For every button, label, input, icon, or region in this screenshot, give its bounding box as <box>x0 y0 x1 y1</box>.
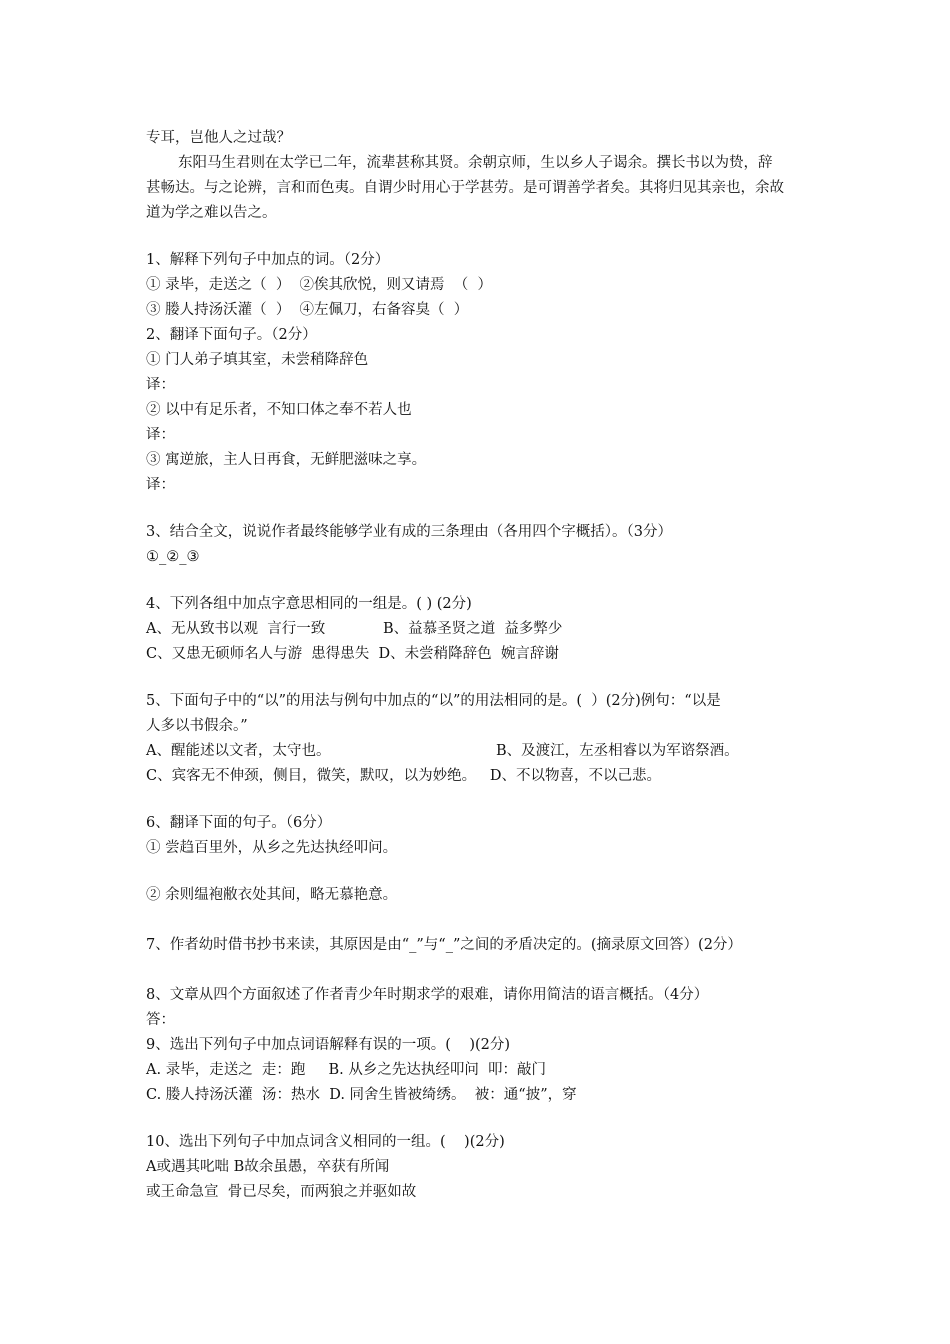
question-6-sentence-1: ① 尝趋百里外，从乡之先达执经叩问。 <box>146 840 398 856</box>
question-5-option-b: B、及渡江，左丞相睿以为军谘祭酒。 <box>496 743 739 759</box>
question-2-sentence-1: ① 门人弟子填其室，未尝稍降辞色 <box>146 352 369 368</box>
question-2-translation-1: 译： <box>146 377 175 393</box>
question-6-sentence-2: ② 余则缊袍敝衣处其间，略无慕艳意。 <box>146 887 398 903</box>
question-6-stem: 6、翻译下面的句子。（6分） <box>146 815 332 831</box>
passage-paragraph-line-1: 东阳马生君则在太学已二年，流辈甚称其贤。余朝京师，生以乡人子谒余。撰长书以为贽，辞 <box>178 155 773 171</box>
question-10-stem: 10、选出下列句子中加点词含义相同的一组。( )(2分) <box>146 1134 505 1150</box>
question-2-stem: 2、翻译下面句子。（2分） <box>146 327 317 343</box>
question-7-stem: 7、作者幼时借书抄书来读，其原因是由“_”与“_”之间的矛盾决定的。(摘录原文回答）(2分） <box>146 937 742 953</box>
question-3-stem: 3、结合全文，说说作者最终能够学业有成的三条理由（各用四个字概括）。（3分） <box>146 524 672 540</box>
question-1-row-2: ③ 媵人持汤沃灌（ ） ④左佩刀，右备容臭（ ） <box>146 302 469 318</box>
question-5-options-c-d: C、宾客无不伸颈，侧目，微笑，默叹，以为妙绝。 D、不以物喜，不以己悲。 <box>146 768 662 784</box>
question-1-row-1: ① 录毕，走送之（ ） ②俟其欣悦，则又请焉 （ ） <box>146 277 492 293</box>
passage-paragraph-line-3: 道为学之难以告之。 <box>146 205 277 221</box>
question-2-sentence-2: ② 以中有足乐者，不知口体之奉不若人也 <box>146 402 412 418</box>
question-10-row-2: 或王命急宣 骨已尽矣，而两狼之并驱如故 <box>146 1184 417 1200</box>
question-5-stem-line-1: 5、下面句子中的“以”的用法与例句中加点的“以”的用法相同的是。( ）(2分)例句：“以是 <box>146 693 721 709</box>
passage-line-1: 专耳，岂他人之过哉？ <box>146 130 291 146</box>
question-8-answer-label: 答： <box>146 1012 175 1028</box>
question-2-translation-3: 译： <box>146 477 175 493</box>
question-4-options-c-d: C、又患无硕师名人与游 患得患失 D、未尝稍降辞色 婉言辞谢 <box>146 646 559 662</box>
passage-paragraph-line-2: 甚畅达。与之论辨，言和而色夷。自谓少时用心于学甚劳。是可谓善学者矣。其将归见其亲也，余故 <box>146 180 784 196</box>
question-2-sentence-3: ③ 寓逆旅，主人日再食，无鲜肥滋味之享。 <box>146 452 427 468</box>
question-9-stem: 9、选出下列句子中加点词语解释有误的一项。( )(2分) <box>146 1037 511 1053</box>
question-2-translation-2: 译： <box>146 427 175 443</box>
question-1-stem: 1、解释下列句子中加点的词。（2分） <box>146 252 390 268</box>
question-8-stem: 8、文章从四个方面叙述了作者青少年时期求学的艰难，请你用简洁的语言概括。（4分） <box>146 987 709 1003</box>
question-5-option-a: A、醒能述以文者，太守也。 <box>146 743 331 759</box>
question-9-options-c-d: C. 媵人持汤沃灌 汤：热水 D. 同舍生皆被绮绣。 被：通“披”，穿 <box>146 1087 577 1103</box>
question-9-options-a-b: A. 录毕，走送之 走：跑 B. 从乡之先达执经叩问 叩：敲门 <box>146 1062 547 1078</box>
question-5-stem-line-2: 人多以书假余。” <box>146 718 248 734</box>
question-10-row-1: A或遇其叱咄 B故余虽愚，卒获有所闻 <box>146 1159 390 1175</box>
question-3-answer-blanks: ①_②_③ <box>146 549 200 565</box>
question-4-option-b: B、益慕圣贤之道 益多弊少 <box>383 621 563 637</box>
question-4-stem: 4、下列各组中加点字意思相同的一组是。( ) (2分) <box>146 596 472 612</box>
question-4-option-a: A、无从致书以观 言行一致 <box>146 621 326 637</box>
